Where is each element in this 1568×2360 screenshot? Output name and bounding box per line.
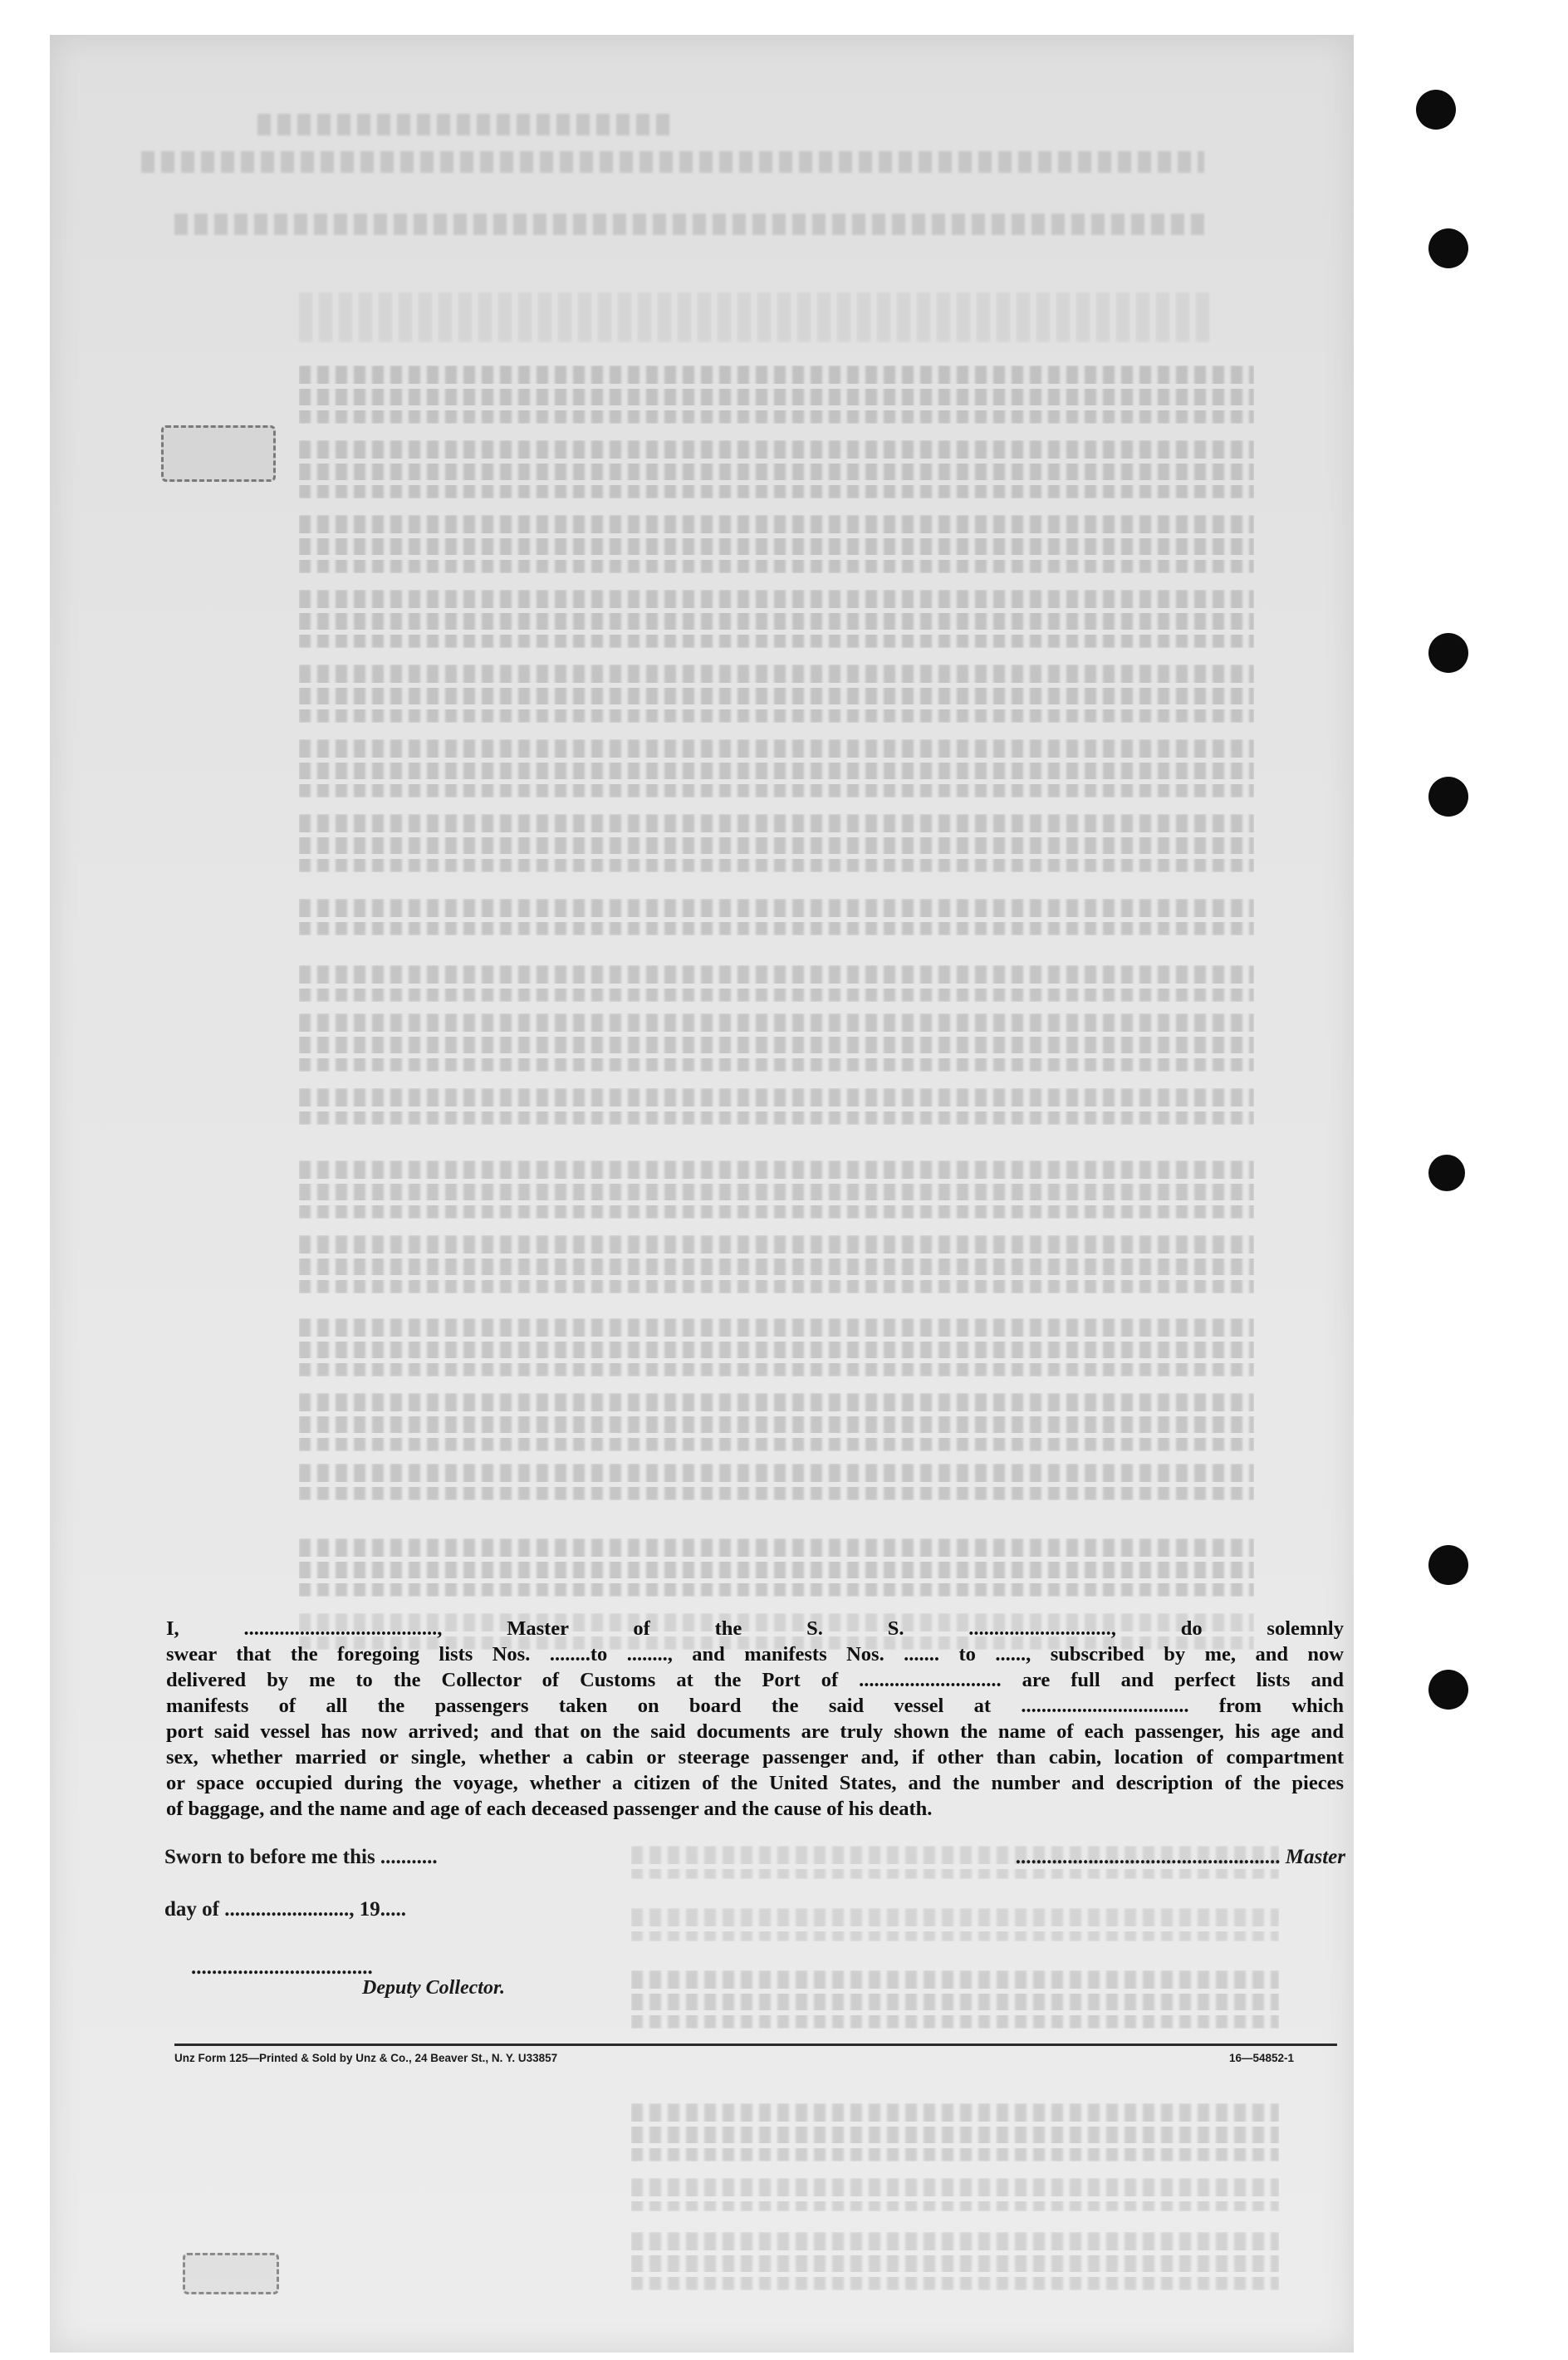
- punch-hole: [1428, 1545, 1468, 1585]
- master-signature-line: [822, 1846, 1345, 1869]
- master-dots: ...................................................: [1015, 1846, 1281, 1868]
- bleed-through-entry: [299, 1464, 1254, 1500]
- bleed-through-entry: [631, 1970, 1279, 2029]
- bleed-through-header: [257, 114, 673, 135]
- bleed-through-entry: [299, 1538, 1254, 1597]
- ink-stamp: [161, 425, 276, 482]
- bleed-through-entry: [299, 1088, 1254, 1125]
- punch-hole: [1428, 228, 1468, 268]
- punch-hole: [1428, 1155, 1465, 1191]
- bleed-through-entry: [299, 1318, 1254, 1376]
- sworn-line: Sworn to before me this ...........: [164, 1846, 438, 1868]
- paper-sheet: [50, 35, 1354, 2353]
- bleed-through-entry: [299, 366, 1254, 424]
- bleed-through-entry: [631, 2232, 1279, 2290]
- bleed-through-entry: [299, 899, 1254, 935]
- day-line: day of ........................, 19.....: [164, 1898, 406, 1921]
- ink-stamp: [183, 2253, 279, 2294]
- bleed-through-entry: [299, 515, 1254, 573]
- oath-line: sex, whether married or single, whether a cabin or steerage passenger and, if other than cabin, location of compartment: [166, 1746, 1344, 1769]
- bleed-through-entry: [631, 2178, 1279, 2211]
- bleed-through-entry: [299, 590, 1254, 648]
- printer-imprint: Unz Form 125—Printed & Sold by Unz & Co., 24 Beaver St., N. Y. U33857: [174, 2052, 558, 2064]
- bleed-through-entry: [299, 965, 1254, 1002]
- punch-hole: [1428, 777, 1468, 817]
- oath-line: port said vessel has now arrived; and that on the said documents are truly shown the name of each passenger, his age and: [166, 1720, 1344, 1743]
- bleed-through-entry: [631, 2103, 1279, 2161]
- punch-hole: [1428, 1670, 1468, 1710]
- punch-hole: [1428, 633, 1468, 673]
- oath-line: manifests of all the passengers taken on board the said vessel at ................................. from which: [166, 1695, 1344, 1717]
- bleed-through-entry: [631, 1908, 1279, 1941]
- bleed-through-entry: [299, 1013, 1254, 1072]
- bleed-through-header: [141, 151, 1204, 173]
- bleed-through-header: [174, 213, 1204, 235]
- oath-line: or space occupied during the voyage, whether a citizen of the United States, and the number and description of the pieces: [166, 1772, 1344, 1794]
- bleed-through-entry: [299, 1160, 1254, 1219]
- punch-hole: [1416, 90, 1456, 130]
- bleed-through-entry: [299, 1235, 1254, 1293]
- deputy-dots: ...................................: [191, 1956, 373, 1979]
- oath-line: of baggage, and the name and age of each deceased passenger and the cause of his death.: [166, 1798, 933, 1820]
- bleed-through-entry: [299, 665, 1254, 723]
- oath-paragraph: [166, 1616, 1344, 1822]
- oath-line: I, ......................................, Master of the S. S. ............................, do solemnly: [166, 1617, 1344, 1640]
- master-label: Master: [1285, 1846, 1345, 1868]
- oath-line: delivered by me to the Collector of Customs at the Port of ............................ are full and perfect lists and: [166, 1669, 1344, 1691]
- bleed-through-column-headings: [299, 292, 1213, 342]
- deputy-collector-label: Deputy Collector.: [362, 1977, 505, 1999]
- form-number: 16—54852-1: [1229, 2052, 1295, 2064]
- bleed-through-entry: [299, 814, 1254, 872]
- bleed-through-entry: [299, 440, 1254, 498]
- bleed-through-entry: [299, 1393, 1254, 1451]
- bleed-through-entry: [299, 739, 1254, 797]
- footer-rule: [174, 2044, 1337, 2046]
- oath-line: swear that the foregoing lists Nos. ........to ........, and manifests Nos. ....... to ......, subscribed by me, and now: [166, 1643, 1344, 1666]
